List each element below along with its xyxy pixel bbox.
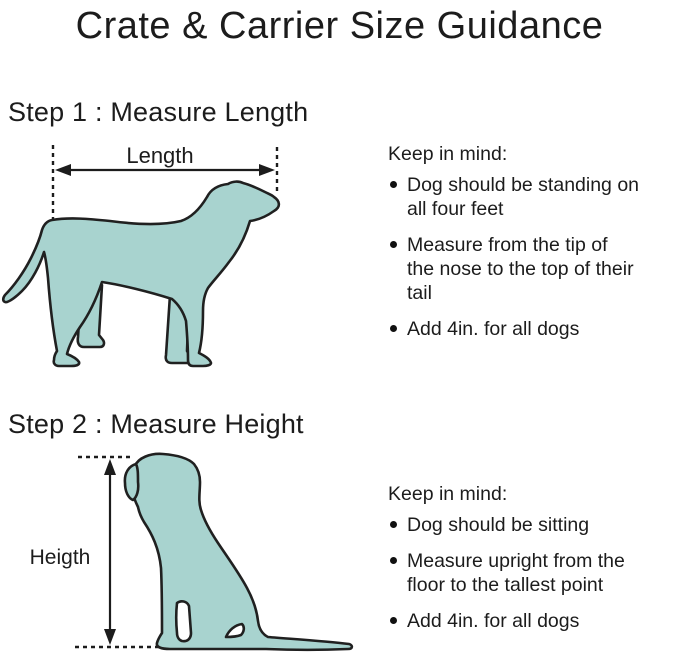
step2-notes-heading: Keep in mind: xyxy=(388,483,508,505)
bullet-dot xyxy=(390,241,397,248)
note-line: Add 4in. for all dogs xyxy=(407,610,580,632)
bullet-dot xyxy=(390,325,397,332)
step1-length-diagram xyxy=(0,135,310,380)
standing-dog-body xyxy=(3,182,279,366)
note-line: Measure upright from the xyxy=(407,550,625,572)
page-title: Crate & Carrier Size Guidance xyxy=(75,5,604,47)
step1-notes xyxy=(388,142,678,341)
note-text xyxy=(407,173,678,221)
note-item xyxy=(388,233,678,305)
bullet-dot xyxy=(390,521,397,528)
height-arrow-head-bottom xyxy=(104,629,116,645)
note-text xyxy=(407,233,678,305)
note-line: Add 4in. for all dogs xyxy=(407,318,580,340)
note-text xyxy=(407,609,678,633)
note-line: all four feet xyxy=(407,198,504,220)
step1-notes-heading: Keep in mind: xyxy=(388,143,508,165)
length-label: Length xyxy=(126,143,194,168)
length-arrow-head-left xyxy=(55,164,71,176)
sitting-dog-illustration xyxy=(125,454,352,650)
note-line: floor to the tallest point xyxy=(407,574,604,596)
note-line: tail xyxy=(407,282,432,304)
note-item xyxy=(388,173,678,221)
step2-notes xyxy=(388,482,678,633)
note-text xyxy=(407,317,678,341)
standing-dog-illustration xyxy=(3,182,279,366)
note-item xyxy=(388,549,678,597)
note-item xyxy=(388,317,678,341)
sitting-dog-ear xyxy=(125,464,138,500)
sitting-dog-front-leg-gap xyxy=(176,601,191,641)
length-arrow-head-right xyxy=(259,164,275,176)
note-line: Dog should be sitting xyxy=(407,514,590,536)
note-text xyxy=(407,549,678,597)
height-label: Heigth xyxy=(29,546,91,569)
height-arrow-head-top xyxy=(104,459,116,475)
step2-height-diagram xyxy=(20,440,365,657)
note-line: Dog should be standing on xyxy=(407,174,640,196)
step1-heading: Step 1 : Measure Length xyxy=(8,97,309,127)
note-line: Measure from the tip of xyxy=(407,234,608,256)
note-line: the nose to the top of their xyxy=(407,258,634,280)
bullet-dot xyxy=(390,181,397,188)
bullet-dot xyxy=(390,557,397,564)
sitting-dog-body xyxy=(130,454,352,650)
bullet-dot xyxy=(390,617,397,624)
note-text xyxy=(407,513,678,537)
step2-heading: Step 2 : Measure Height xyxy=(8,409,304,439)
note-item xyxy=(388,513,678,537)
note-item xyxy=(388,609,678,633)
